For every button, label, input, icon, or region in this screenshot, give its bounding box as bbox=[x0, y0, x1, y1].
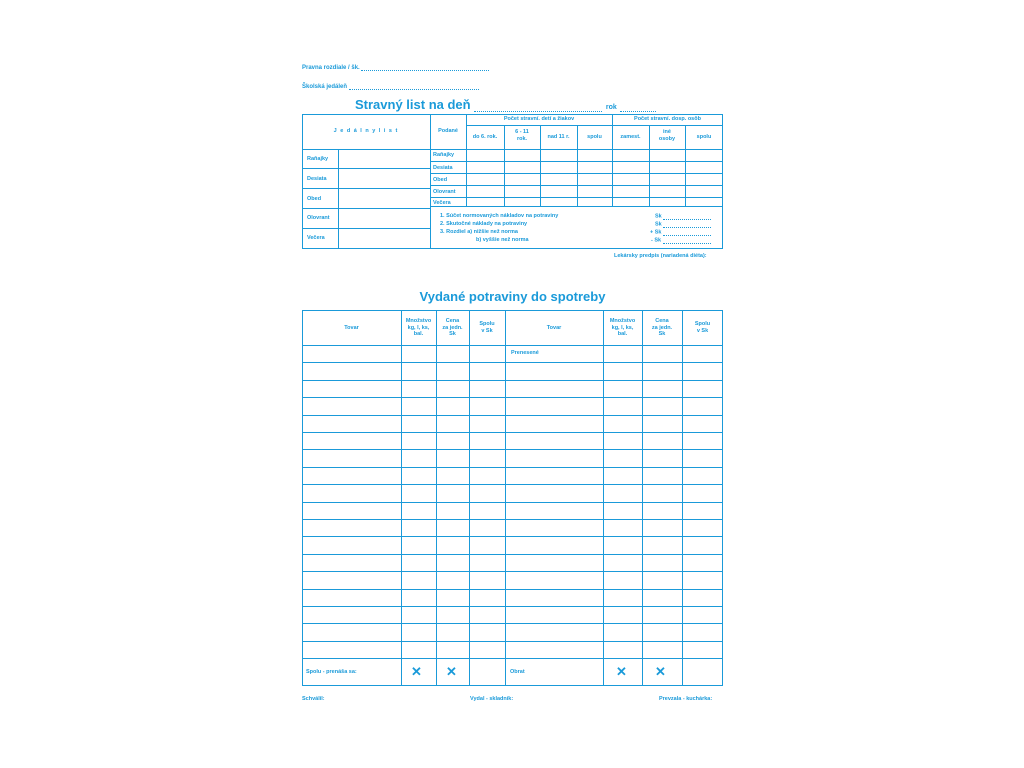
table-row-divider bbox=[302, 554, 723, 555]
served-afternoon-snack: Olovrant bbox=[433, 189, 456, 195]
served-snack: Desiata bbox=[433, 165, 453, 171]
col-over11: nad 11 r. bbox=[547, 134, 570, 140]
summary-sk-4 bbox=[651, 237, 711, 244]
carried-over-label: Prenesené bbox=[511, 350, 539, 356]
table-row-divider bbox=[302, 519, 723, 520]
table-row-divider bbox=[302, 502, 723, 503]
served-dinner: Večera bbox=[433, 200, 451, 206]
cross-mark-icon: ✕ bbox=[446, 664, 457, 679]
summary-line-1: 1. Súčet normovaných nákladov na potraviny bbox=[440, 213, 559, 219]
adults-group-header: Počet stravní. dosp. osôb bbox=[634, 116, 701, 122]
children-group-header: Počet stravní. detí a žiakov bbox=[503, 116, 575, 122]
medical-note: Lekársky predpis (nariadená diéta): bbox=[614, 253, 707, 259]
issued-food-title: Vydané potraviny do spotreby bbox=[419, 289, 606, 304]
issued-food-table bbox=[302, 310, 723, 686]
goods-header-left: Tovar bbox=[344, 325, 359, 331]
date-blank bbox=[474, 101, 602, 112]
col-total-children: spolu bbox=[587, 134, 602, 140]
turnover-label: Obrat bbox=[510, 669, 525, 675]
goods-header-right: Tovar bbox=[546, 325, 562, 331]
school-blank bbox=[361, 64, 489, 71]
title-text: Stravný list na deň bbox=[355, 97, 471, 112]
cross-mark-icon: ✕ bbox=[411, 664, 422, 679]
quantity-header-left: Množstvo kg, l, ks, bal. bbox=[405, 318, 432, 337]
cross-mark-icon: ✕ bbox=[655, 664, 666, 679]
menu-header: J e d á l n y l i s t bbox=[333, 128, 399, 134]
table-row-divider bbox=[302, 449, 723, 450]
summary-line-4: b) vyššie než norma bbox=[476, 237, 529, 243]
table-row-divider bbox=[302, 345, 723, 346]
col-6-11: 6 - 11 rok. bbox=[515, 129, 529, 142]
canteen-field bbox=[302, 83, 479, 90]
col-other: iné osoby bbox=[658, 129, 676, 142]
table-row-divider bbox=[302, 467, 723, 468]
summary-sk-4-label: - Sk bbox=[651, 237, 662, 244]
year-blank bbox=[620, 101, 656, 112]
summary-sk-1-label: Sk bbox=[655, 213, 662, 220]
approved-by: Schválil: bbox=[302, 696, 325, 702]
col-under6: do 6. rok. bbox=[472, 134, 498, 140]
served-header: Podané bbox=[438, 128, 458, 134]
canteen-blank bbox=[349, 83, 479, 90]
table-row-divider bbox=[302, 658, 723, 659]
table-row-divider bbox=[302, 432, 723, 433]
received-by-cook: Prevzala - kuchárka: bbox=[659, 696, 713, 702]
canteen-label: Školská jedáleň bbox=[302, 84, 348, 90]
summary-line-2: 2. Skutočné náklady na potraviny bbox=[440, 221, 528, 227]
summary-sk-3 bbox=[650, 229, 711, 236]
table-row-divider bbox=[302, 623, 723, 624]
table-row-divider bbox=[302, 484, 723, 485]
total-carried-label: Spolu - prenáša sa: bbox=[306, 669, 357, 675]
summary-sk-1 bbox=[655, 213, 711, 220]
price-header-left: Cena za jedn. Sk bbox=[442, 318, 463, 337]
school-field bbox=[302, 64, 489, 71]
table-row-divider bbox=[302, 589, 723, 590]
table-row-divider bbox=[302, 397, 723, 398]
summary-sk-2-label: Sk bbox=[655, 221, 662, 228]
price-header-right: Cena za jedn. Sk bbox=[651, 318, 673, 337]
col-employees: zamest. bbox=[620, 134, 641, 140]
menu-lunch: Obed bbox=[307, 196, 322, 202]
cross-mark-icon: ✕ bbox=[616, 664, 627, 679]
summary-sk-2 bbox=[655, 221, 711, 228]
school-label: Pravna rozdiale / šk. bbox=[302, 65, 360, 71]
menu-snack: Desiata bbox=[307, 176, 327, 182]
table-row-divider bbox=[302, 641, 723, 642]
meal-sheet-title bbox=[355, 97, 656, 112]
quantity-header-right: Množstvo kg, l, ks, bal. bbox=[609, 318, 636, 337]
menu-dinner: Večera bbox=[307, 235, 325, 241]
table-row-divider bbox=[302, 380, 723, 381]
served-breakfast: Raňajky bbox=[433, 152, 455, 158]
table-row-divider bbox=[302, 571, 723, 572]
table-row-divider bbox=[302, 536, 723, 537]
menu-breakfast: Raňajky bbox=[307, 156, 329, 162]
table-row-divider bbox=[302, 606, 723, 607]
summary-sk-3-label: + Sk bbox=[650, 229, 662, 236]
table-row-divider bbox=[302, 415, 723, 416]
col-total-adults: spolu bbox=[696, 134, 712, 140]
summary-line-3: 3. Rozdiel a) nižšie než norma bbox=[440, 229, 518, 235]
total-header-right: Spolu v Sk bbox=[694, 321, 711, 334]
issued-by-storekeeper: Vydal - skladník: bbox=[470, 696, 514, 702]
menu-afternoon-snack: Olovrant bbox=[307, 215, 330, 221]
total-header-left: Spolu v Sk bbox=[479, 321, 495, 334]
served-lunch: Obed bbox=[433, 177, 448, 183]
table-row-divider bbox=[302, 362, 723, 363]
year-label: rok bbox=[605, 104, 617, 111]
